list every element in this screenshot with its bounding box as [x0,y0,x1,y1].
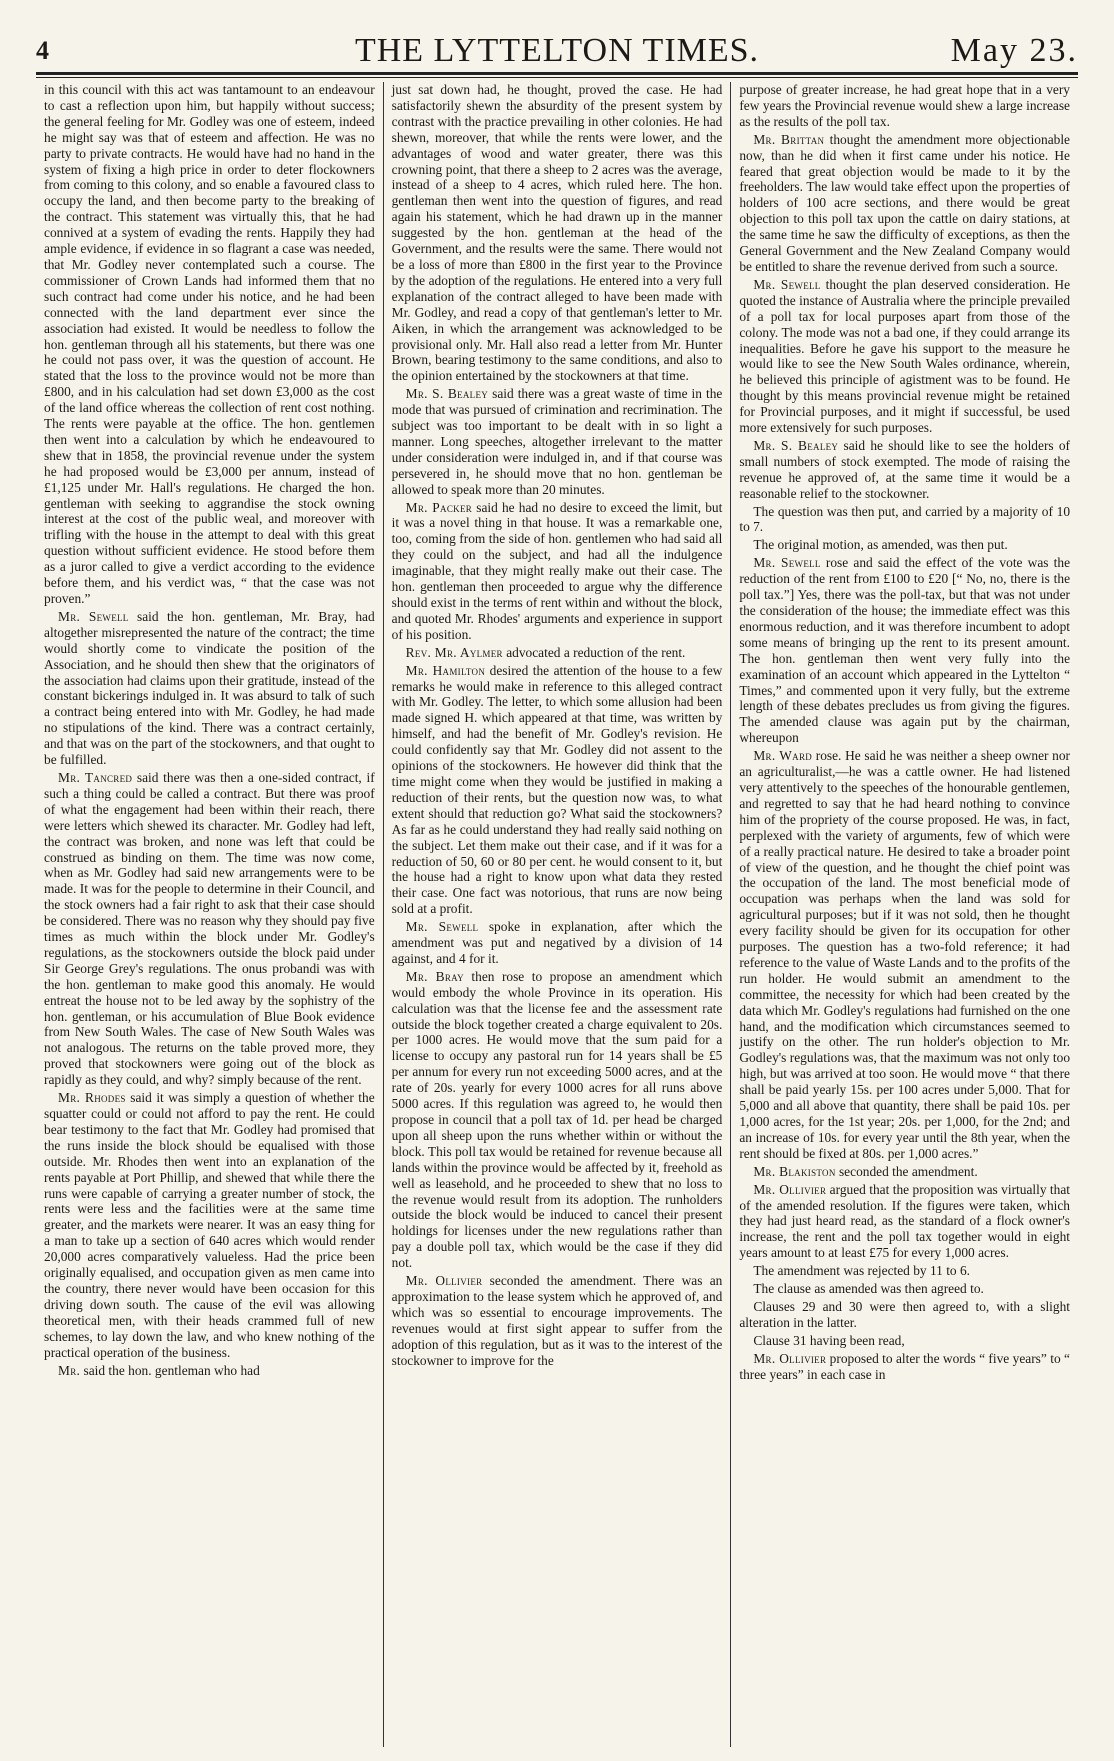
speaker-name: Mr. S. Bealey [405,386,489,402]
page-number: 4 [36,36,49,65]
column-1 [36,82,383,1747]
paragraph-text: said the hon. gentleman, Mr. Bray, had altogether misrepresented the nature of the contract; the time would shortly come to vindicate the position of the Association, and he should then shew that the originators of the association had claims upon their gratitude, instead of the constant bickerings indulged in. It was absurd to talk of such a contract being entered into with Mr. Godley, he had made no stipulations of the kind. There was a contract certainly, and that was on the part of the stockowners, and that ought to be fulfilled. [44,608,375,768]
paragraph-text: in this council with this act was tantamount to an endeavour to cast a reflection upon him, but happily without success; the general feeling for Mr. Godley was one of esteem, indeed he might say was that of esteem and affection. He was no party to private contracts. He would have had no hand in the system of fixing a high price in order to deter flockowners from coming to this colony, and so enable a favoured class to occupy the land, and then become party to the breaking of the contract. This statement was virtually this, that he had connived at a system of evading the rents. Happily they had ample evidence, if evidence in so flagrant a case was needed, that Mr. Godley never contemplated such a course. The commissioner of Crown Lands had informed them that no such contract had come under his notice, and he had been connected with the land department ever since the association had existed. It would be needless to follow the hon. gentleman through all his statements, but there was one he could not pass over, it was the question of account. He stated that the loss to the province would not be more than £800, and in his calculation had set down £3,000 as the cost of the land office whereas the collection of rent cost nothing. The rents were payable at the office. The hon. gentlemen then went into a calculation by which he endeavoured to shew that in 1858, the provincial revenue under the system he had proposed would be £3,000 per annum, instead of £1,125 under Mr. Hall's regulations. He charged the hon. gentleman with seeking to aggrandise the stock owning interest at the cost of the public weal, and moreover with trifling with the house in the attempt to deal with this great question without sufficient evidence. He stood before them as a juror called to give a verdict according to the evidence before them, and his verdict was, “ that the case was not proven.” [44,82,375,606]
speaker-name: Mr. Bray [405,968,464,984]
masthead [36,14,1078,74]
paragraph-text: proposed to alter the words “ five years” to “ three years” in each case in [739,1350,1070,1382]
speaker-name: Mr. Packer [405,499,473,515]
speaker-name: Mr. Blakiston [753,1163,836,1179]
paragraph-text: The original motion, as amended, was then put. [753,537,1008,553]
paragraph [739,1263,1070,1279]
speaker-name: Mr. Ollivier [405,1273,483,1289]
speaker-name: Mr. Rhodes [58,1090,126,1106]
paragraph [739,555,1070,746]
paragraph-text: said he should like to see the holders of small numbers of stock exempted. The mode of raising the revenue he approved of, at the same time it would be a reasonable relief to the stockowner. [739,437,1071,501]
paragraph-text: said he had no desire to exceed the limit, but it was a novel thing in that house. It was a remarkable one, too, coming from the side of hon. gentlemen who had said all they could on the subject, and had all the indulgence imaginable, that they might really make out their case. The hon. gentleman then proceeded to argue why the difference should exist in the terms of rent within and without the block, and quoted Mr. Rhodes' arguments and experience in support of his position. [391,499,723,642]
issue-date: May 23. [950,32,1078,69]
paragraph-text: thought the plan deserved consideration. He quoted the instance of Australia where the principle prevailed of a poll tax for local purposes apart from those of the colony. The mode was not a bad one, if they could arrange its inequalities. Before he gave his support to the measure he would like to see the New South Wales ordinance, wherein, he believed this principle of agistment was to be found. He thought by this means provincial revenue might be retained for Provincial purposes, and it might if successful, be used more extensively for such purposes. [739,276,1071,436]
paragraph-text: said it was simply a question of whether the squatter could or could not afford to pay the rent. He could bear testimony to the fact that Mr. Godley had promised that the runs inside the block should be equalised with those outside. Mr. Rhodes then went into an explanation of the rents payable at Port Phillip, and shewed that while there the runs were capable of carrying a greater number of stock, the rents were less and the facilities were at the same time greater, and the markets were nearer. It was an easy thing for a man to take up a section of 640 acres which would render 20,000 acres comparatively valueless. Had the price been originally equalised, and occupation given as men came into the country, there never would have been occasion for this driving down south. The cause of the evil was allowing theoretical men, with their heads crammed full of new schemes, to lay down the law, and who knew nothing of the practical operation of the business. [44,1090,375,1360]
paragraph [392,969,723,1271]
paragraph [739,1299,1070,1331]
column-2 [383,82,731,1747]
paragraph [392,82,723,384]
paragraph-text: Clauses 29 and 30 were then agreed to, with a slight alteration in the latter. [739,1298,1071,1330]
speaker-name: Rev. Mr. Aylmer [405,644,503,660]
speaker-name: Mr. Ward [753,748,813,764]
paragraph-text: The clause as amended was then agreed to. [753,1281,984,1297]
paragraph [44,82,375,607]
paragraph [392,663,723,918]
paragraph [739,537,1070,553]
paragraph [44,770,375,1088]
paragraph-text: desired the attention of the house to a few remarks he would make in reference to this alleged contract with Mr. Godley. The letter, to which some allusion had been made signed H. which appeared at that time, was written by himself, and had the benefit of Mr. Godley's revision. He could confidently say that Mr. Godley did not assent to the opinions of the stockowners. He however did think that the time might come when they would be justified in making a reduction of their rents, but the question now was, to what extent should that reduction go? What said the stockowners? As far as he could understand they had really said nothing on the subject. Let them make out their case, and if it was for a reduction of 50, 60 or 80 per cent. he would consent to it, but the house had a right to know upon what data they rested their case. One fact was notorious, that runs are now being sold at a profit. [391,662,723,917]
speaker-name: Mr. Tancred [58,769,133,785]
column-3 [730,82,1078,1747]
paragraph-text: The amendment was rejected by 11 to 6. [753,1263,970,1279]
paragraph [44,1363,375,1379]
paragraph [739,1182,1070,1262]
paragraph-text: advocated a reduction of the rent. [502,644,686,660]
masthead-rule-thin [36,77,1078,78]
paragraph-text: seconded the amendment. [835,1163,978,1179]
paragraph [392,645,723,661]
paragraph-text: seconded the amendment. There was an approximation to the lease system which he approved of, and which was so essential to encourage improvements. The revenues would at first sight appear to suffer from the adoption of this regulation, but as it was to the interest of the stockowner to improve for the [391,1273,723,1368]
paragraph [739,438,1070,502]
paragraph-text: Clause 31 having been read, [753,1332,905,1348]
speaker-name: Mr. Sewell [405,919,479,935]
masthead-rule-thick [36,72,1078,75]
paragraph [44,609,375,768]
paragraph-text: said the hon. gentleman who had [80,1362,260,1378]
speaker-name: Mr. Sewell [753,555,821,571]
paragraph [392,919,723,967]
paragraph-text: spoke in explanation, after which the amendment was put and negatived by a division of 14 against, and 4 for it. [391,919,723,966]
paragraph [739,1164,1070,1180]
speaker-name: Mr. S. Bealey [753,437,839,453]
paragraph-text: said there was a great waste of time in the mode that was pursued of crimination and recrimination. The subject was too important to be dealt with in so light a manner. Long speeches, altogether irrelevant to the matter under consideration were indulged in, and if that course was persevered in, he should move that no hon. gentleman be allowed to speak more than 20 minutes. [391,386,723,497]
speaker-name: Mr. Sewell [58,608,129,624]
speaker-name: Mr. Sewell [753,276,821,292]
paragraph-text: rose and said the effect of the vote was the reduction of the rent from £100 to £20 [“ No, no, there is the poll tax.”] Yes, there was the poll-tax, but that was not under the consideration of the house; the immediate effect was this enormous reduction, and it was therefore incumbent to adopt some means of bringing up the rent to its present amount. The hon. gentleman then went very fully into the examination of an account which appeared in the Lyttelton “ Times,” and commented upon it very fully, but the extreme length of these debates precludes us from giving the figures. The amended clause was again put by the chairman, whereupon [739,555,1071,746]
paragraph [739,748,1070,1162]
paragraph [739,1351,1070,1383]
speaker-name: Mr. Ollivier [753,1181,827,1197]
speaker-name: Mr. Hamilton [405,662,486,678]
article-columns [36,82,1078,1747]
paragraph [392,386,723,497]
paragraph [739,1281,1070,1297]
paragraph [392,1273,723,1368]
paragraph [739,1333,1070,1349]
paragraph-text: said there was then a one-sided contract, if such a thing could be called a contract. But there was proof of what the engagement had been within their reach, there were letters which shewed its character. Mr. Godley had left, the contract was broken, and none was left that could be construed as binding on them. The time was now come, when as Mr. Godley had said new arrangements were to be made. It was for the people to determine in their Council, and the stock owners had a fair right to ask that their case should be considered. There was no reason why they should pay five times as much within the block under Mr. Godley's regulations, as the stockowners outside the block paid under Sir George Grey's regulations. The onus probandi was with the hon. gentleman to make good this anomaly. He would entreat the house not to be led away by the sophistry of the hon. gentleman, or his accumulation of Blue Book evidence from New South Wales. The case of New South Wales was not analogous. The returns on the table proved more, they proved that stockowners were going out of the block as rapidly as they could, and why? simply because of the rent. [44,769,375,1088]
paragraph [392,500,723,643]
speaker-name: Mr. Brittan [753,131,825,147]
speaker-name: Mr. [58,1362,81,1378]
paragraph-text: just sat down had, he thought, proved the case. He had satisfactorily shewn the absurdity of the present system by contrast with the practice prevailing in other colonies. He had shewn, moreover, that while the rents were lower, and the advantages of wood and water greater, there was this crowning point, that there a sheep to 2 acres was the average, instead of a sheep to 4 acres, which ruled here. The hon. gentleman then went into the question of figures, and read again his statement, which he had drawn up in the manner suggested by the hon. gentleman at the head of the Government, and the results were the same. There would not be a loss of more than £800 in the first year to the Province by the adoption of the regulations. He entered into a very full explanation of the contract alleged to have been made with Mr. Godley, and read a copy of that gentleman's letter to Mr. Aiken, in which the arrangement was acknowledged to be provisional only. Mr. Hall also read a letter from Mr. Hunter Brown, bearing testimony to the same conditions, and also to the opinion entertained by the stockowners at that time. [391,82,723,384]
paragraph-text: rose. He said he was neither a sheep owner nor an agriculturalist,—he was a cattle owner. He had listened very attentively to the speeches of the honourable gentlemen, and regretted to say that he had heard nothing to convince him of the propriety of the course proposed. He was, in fact, perplexed with the variety of arguments, few of which were of a really practical nature. He desired to take a broader point of view of the question, and he thought the chief point was the occupation of the land. The most beneficial mode of occupation was perhaps when the land was sold for agricultural purposes; but if it was not sold, then he thought every facility should be given for its occupation for other purposes. The question has a two-fold reference; it had reference to the value of Waste Lands and to the profits of the run holder. He would submit an amendment to the committee, the necessity for which had been created by the data which Mr. Godley's regulations had furnished on the one hand, and the modification which circumstances seemed to justify on the other. The run holder's objection to Mr. Godley's regulations was, that the maximum was not only too high, but was arrived at too soon. He would move “ that there shall be paid yearly 15s. per 100 acres under 5,000. That for 5,000 and all above that quantity, there shall be paid 10s. per 1,000 acres, for the 1st year; 20s. per 1,000, for the 2nd; and an increase of 10s. for every year until the 8th year, when the rent should be fixed at 80s. per 1,000 acres.” [739,748,1071,1161]
newspaper-title: THE LYTTELTON TIMES. [354,32,760,69]
paragraph-text: thought the amendment more objectionable now, than he did when it first came under his notice. He feared that great objection would be made to it by the freeholders. The law would take effect upon the properties of holders of 100 acre sections, and there would be great objection to this poll tax upon the cattle on dairy stations, at the same time he saw the difficulty of exceptions, as then the General Government and the New Zealand Company would be entitled to share the revenue derived from such a source. [739,131,1071,274]
paragraph-text: purpose of greater increase, he had great hope that in a very few years the Provincial revenue would shew a large increase as the results of the poll tax. [739,82,1071,129]
paragraph-text: argued that the proposition was virtually that of the amended resolution. If the figures were taken, which they had just heard read, as the standard of a flock owner's increase, the rent and the poll tax together would in eight years amount to at least £75 for every 1,000 acres. [739,1181,1071,1261]
paragraph [739,132,1070,275]
paragraph-text: The question was then put, and carried by a majority of 10 to 7. [739,503,1071,535]
paragraph-text: then rose to propose an amendment which would embody the whole Province in its operation. His calculation was that the license fee and the assessment rate outside the block together created a charge equivalent to 20s. per 1000 acres. He would move that the sum paid for a license to occupy any pastoral run for 14 years shall be £5 per annum for every run not exceeding 5000 acres, and at the rate of 20s. yearly for every 1000 acres for all runs above 5000 acres. If this regulation was agreed to, he would then propose in council that a poll tax of 1d. per head be charged upon all sheep upon the runs whether within or without the block. This poll tax would be retained for revenue because all lands within the province would be affected by it, freehold as well as leasehold, and he proceeded to shew that no loss to the revenue would result from its adoption. The runholders outside the block would be induced to cancel their present holdings for licenses under the new regulations rather than pay a double poll tax, which would be the case if they did not. [391,968,723,1271]
paragraph [739,504,1070,536]
paragraph [739,82,1070,130]
paragraph [44,1090,375,1360]
speaker-name: Mr. Ollivier [753,1350,827,1366]
paragraph [739,277,1070,436]
